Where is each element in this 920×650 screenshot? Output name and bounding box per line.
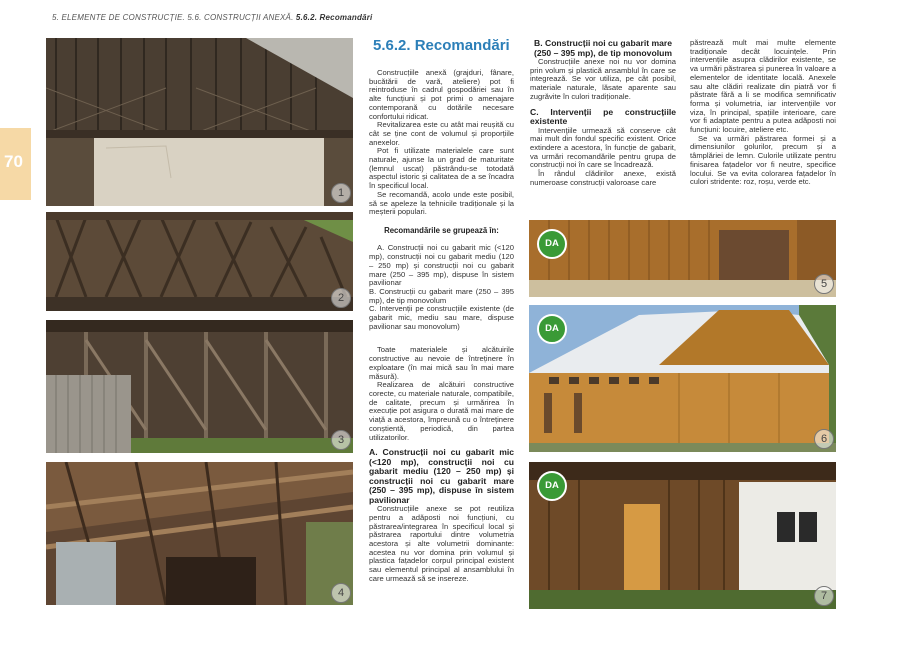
- page-number-tab: [0, 128, 31, 200]
- subsection-heading-c: C. Intervenții pe construcțiile existente: [530, 106, 676, 127]
- photo-5: [529, 220, 836, 297]
- breadcrumb-path: 5. ELEMENTE DE CONSTRUCȚIE. 5.6. CONSTRUCȚII ANEXĂ.: [52, 13, 296, 22]
- section-title: 5.6.2. Recomandări: [373, 37, 510, 54]
- photo-number-badge: 3: [331, 430, 351, 450]
- paragraph: Intervenţiile urmează să conserve cât mai mult din fondul specific existent. Orice extindere a acestora, în funcție de gabarit, va urmări recomandările pentru grupa de construcții noi în care se încadrează.: [530, 125, 676, 170]
- photo-3: [46, 320, 353, 453]
- photo-number-badge: 7: [814, 586, 834, 606]
- photo-2: [46, 212, 353, 311]
- breadcrumb: [52, 13, 372, 22]
- paragraph: Construcțiile anexe noi nu vor domina prin volum și plastică ansamblul în care se integrează. Se vor utiliza, pe cât posibil, materiale naturale, lăsate aparente sau zugrăvite în culori tradiționale.: [530, 57, 676, 101]
- paragraph: Se va urmări păstrarea formei și a dimensiunilor golurilor, precum și a tâmplăriei de lemn. Culorile utilizate pentru finisarea fațadelor vor fi neutre, specifice locului. Se va evita colorarea fațadelor în culori stridente: roz, roșu, verde etc.: [690, 133, 836, 187]
- group-item-b: B. Construcții cu gabarit mare (250 – 395 mp), de tip monovolum: [369, 286, 514, 305]
- photo-number-badge: 5: [814, 274, 834, 294]
- subsection-heading-b: B. Construcții noi cu gabarit mare (250 – 395 mp), de tip monovolum: [533, 38, 672, 58]
- group-heading: Recomandările se grupează în:: [384, 225, 499, 235]
- breadcrumb-current: 5.6.2. Recomandări: [295, 13, 373, 22]
- page-number: 70: [4, 152, 23, 171]
- subsection-heading-a: A. Construcții noi cu gabarit mic (<120 mp), construcții noi cu gabarit mediu (120 – 250 mp) și construcții noi cu gabarit mare (250 – 395 mp), dispuse în sistem pavilionar: [369, 447, 514, 505]
- approved-badge: DA: [537, 471, 567, 501]
- photo-4: [46, 462, 353, 605]
- paragraph: Se recomandă, acolo unde este posibil, să se apeleze la tehnicile tradiționale și la meșterii populari.: [369, 189, 514, 217]
- paragraph: păstrează mult mai multe elemente tradiționale decât locuințele. Prin intervențiile asupra clădirilor existente, se va urmări păstrarea și punerea în valoare a elementelor de identitate locală. Anexele sau alte clădiri realizate din piatră vor fi păstrate fără a li se modifica semnificativ forma și volumetria, iar intervențiile vor viza, în principal, spațiile interioare, care vor fi adaptate pentru a putea adăposti noi funcțiuni: locuire, ateliere etc.: [690, 38, 836, 135]
- paragraph: Pot fi utilizate materialele care sunt naturale, ajunse la un grad de maturitate (lemnul uscat) păstrându-se totodată aspectul istoric și calitatea de a se încadra în specificul local.: [369, 146, 514, 191]
- paragraph: Toate materialele și alcătuirile constructive au nevoie de întreținere în exploatare (în mai mică sau în mai mare măsură).: [369, 345, 514, 381]
- photo-1: [46, 38, 353, 206]
- photo-number-badge: 1: [331, 183, 351, 203]
- group-item-c: C. Intervenții pe construcțiile existente (de gabarit mic, mediu sau mare, dispuse pavilionar sau monovolum): [369, 304, 514, 331]
- text-column-1: [369, 69, 514, 584]
- text-column-3: [690, 39, 836, 187]
- photo-number-badge: 4: [331, 583, 351, 603]
- approved-badge: DA: [537, 314, 567, 344]
- photo-6: [529, 305, 836, 452]
- group-item-a: A. Construcții noi cu gabarit mic (<120 mp), construcții noi cu gabarit mediu (120 – 250 mp) și construcții noi cu gabarit mare (250 – 395 mp), dispuse în sistem pavilionar: [369, 243, 514, 288]
- photo-7: [529, 462, 836, 609]
- approved-badge: DA: [537, 229, 567, 259]
- paragraph: Realizarea de alcătuiri constructive corecte, cu materiale naturale, compatibile, de calitate, precum și urmărirea în execuție pot asigura o durată mai mare de viață a acestora, împreună cu o întreținere conștientă, periodică, din partea utilizatorilor.: [369, 380, 514, 442]
- photo-number-badge: 2: [331, 288, 351, 308]
- paragraph: Construcțiile anexe se pot reutiliza pentru a adăposti noi funcțiuni, cu păstrarea/integrarea în specificul local și păstrarea raportului dintre volumetria acestora și alte volumetrii dominante: acestea nu vor domina prin volumul și plastica fațadelor corpul principal existent sau elementul principal al ansamblului în care urmează să se insereze.: [369, 504, 514, 583]
- photo-number-badge: 6: [814, 429, 834, 449]
- paragraph: În rândul clădirilor anexe, există numeroase construcții valoroase care: [530, 169, 676, 187]
- paragraph: Construcțiile anexă (grajduri, fânare, bucătării de vară, ateliere) pot fi reintroduse în cadrul gospodăriei sau în alte funcțiuni și pot primi o amenajare contemporană cu dotările necesare confortului ridicat.: [369, 68, 514, 121]
- paragraph: Revitalizarea este cu atât mai reușită cu cât se ține cont de volumul și proporțiile anexelor.: [369, 120, 514, 147]
- text-column-2: [530, 39, 676, 187]
